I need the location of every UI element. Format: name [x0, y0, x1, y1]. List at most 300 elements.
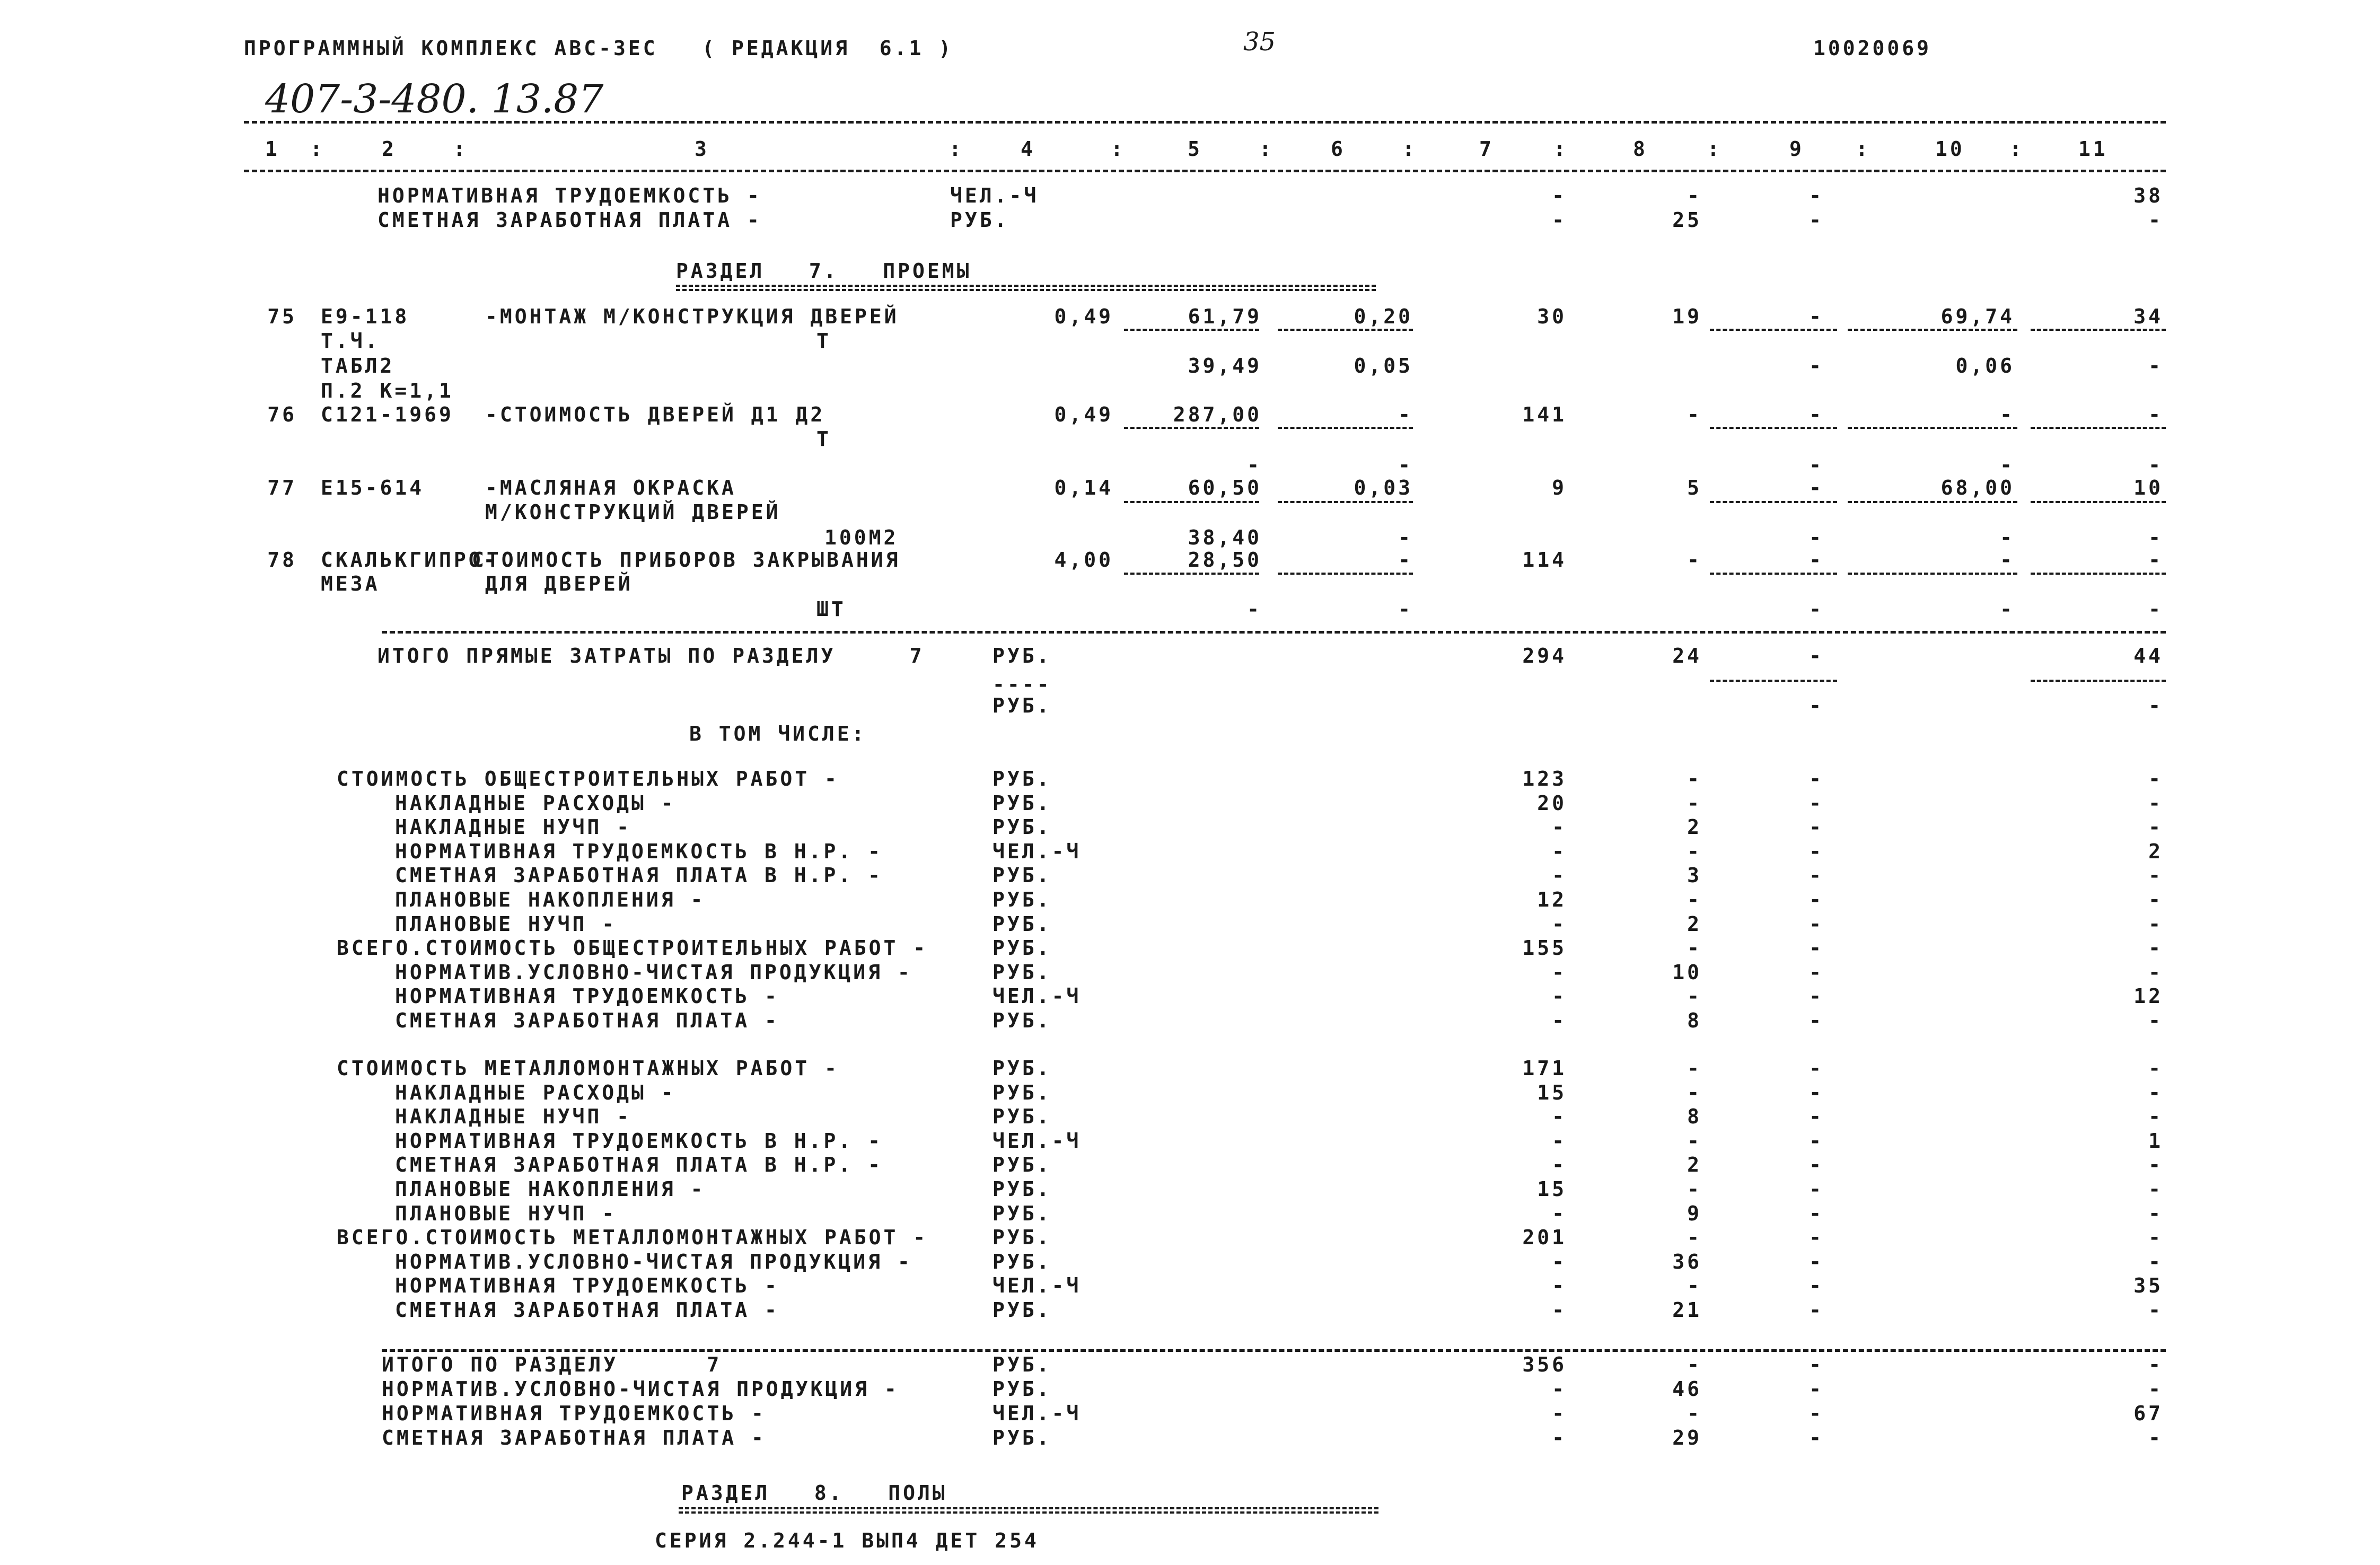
cell-subrule	[2031, 573, 2166, 575]
item-cell-c3: 100М2	[824, 526, 899, 549]
totals-c9: -	[1809, 694, 1824, 717]
metal-row-c8: 9	[1687, 1201, 1702, 1225]
total-row-unit: ЧЕЛ.-Ч	[993, 1402, 1082, 1425]
item-cell-c6: -	[1398, 453, 1413, 477]
item-cell-c5: 61,79	[1188, 305, 1262, 328]
cell-subrule	[1848, 573, 2017, 575]
general-row-c11: -	[2148, 936, 2163, 960]
item-cell-c6: -	[1398, 526, 1413, 549]
item-cell-c7: 141	[1522, 403, 1567, 426]
column-number: 3	[695, 137, 709, 161]
item-cell-c9: -	[1809, 526, 1824, 549]
item-cell-c4: 0,49	[1054, 305, 1113, 328]
item-cell-c3: ШТ	[816, 597, 846, 621]
general-row-c7: 155	[1522, 936, 1567, 960]
cell-subrule	[1710, 427, 1837, 429]
metal-row-label: НАКЛАДНЫЕ РАСХОДЫ -	[395, 1080, 676, 1104]
totals-c9: -	[1809, 644, 1824, 667]
item-cell-c11: 34	[2133, 305, 2163, 328]
column-number: :	[453, 137, 468, 161]
total-row-c8: -	[1687, 1402, 1702, 1425]
general-row-c7: -	[1552, 815, 1567, 839]
general-row-c8: -	[1687, 888, 1702, 911]
metal-row-unit: РУБ.	[993, 1105, 1052, 1129]
metal-row-c9: -	[1809, 1177, 1824, 1201]
item-cell-c1: 78	[267, 548, 297, 572]
cell-subrule	[2031, 329, 2166, 331]
metal-row-c9: -	[1809, 1201, 1824, 1225]
general-row-unit: РУБ.	[993, 912, 1052, 936]
item-cell-c5: -	[1247, 453, 1262, 477]
item-cell-c9: -	[1809, 305, 1824, 328]
item-cell-c10: -	[2000, 526, 2015, 549]
totals-dashes: ----	[993, 673, 1052, 696]
section-8-title: РАЗДЕЛ 8. ПОЛЫ	[681, 1481, 947, 1505]
item-cell-c6: 0,05	[1354, 354, 1413, 377]
totals-c8: 24	[1672, 644, 1702, 667]
cell-subrule	[1710, 680, 1837, 682]
item-cell-c3: Т	[816, 329, 831, 353]
total-row-c11: 67	[2133, 1402, 2163, 1425]
item-cell-c10: 68,00	[1940, 476, 2015, 499]
metal-row-label: СМЕТНАЯ ЗАРАБОТНАЯ ПЛАТА В Н.Р. -	[395, 1153, 883, 1177]
cell-subrule	[1710, 573, 1837, 575]
total-row-c8: 46	[1672, 1377, 1702, 1401]
column-number: 8	[1633, 137, 1648, 161]
metal-row-label: НОРМАТИВНАЯ ТРУДОЕМКОСТЬ -	[395, 1274, 779, 1298]
metal-row-unit: ЧЕЛ.-Ч	[993, 1129, 1082, 1153]
metal-row-c7: -	[1552, 1250, 1567, 1273]
item-cell-c9: -	[1809, 354, 1824, 377]
metal-row-unit: РУБ.	[993, 1080, 1052, 1104]
metal-row-c11: -	[2148, 1298, 2163, 1322]
cell-subrule	[1278, 573, 1413, 575]
metal-row-c9: -	[1809, 1298, 1824, 1322]
cell-subrule	[2031, 427, 2166, 429]
totals-unit: РУБ.	[993, 694, 1052, 717]
item-cell-c7: 9	[1552, 476, 1567, 499]
total-row-label: НОРМАТИВНАЯ ТРУДОЕМКОСТЬ -	[382, 1402, 766, 1425]
column-number: 11	[2078, 137, 2108, 161]
top-line-c8: -	[1687, 184, 1702, 207]
total-row-c8: 29	[1672, 1426, 1702, 1449]
total-row-label: ИТОГО ПО РАЗДЕЛУ 7	[382, 1353, 722, 1376]
metal-row-c9: -	[1809, 1129, 1824, 1153]
item-cell-c2: ТАБЛ2	[321, 354, 395, 377]
general-row-c9: -	[1809, 839, 1824, 863]
metal-row-label: СТОИМОСТЬ МЕТАЛЛОМОНТАЖНЫХ РАБОТ -	[337, 1057, 839, 1080]
general-row-unit: РУБ.	[993, 936, 1052, 960]
cell-subrule	[1848, 427, 2017, 429]
metal-row-c9: -	[1809, 1274, 1824, 1298]
metal-row-label: НАКЛАДНЫЕ НУЧП -	[395, 1105, 632, 1129]
item-cell-c3: -СТОИМОСТЬ ДВЕРЕЙ Д1 Д2	[485, 403, 825, 426]
item-cell-c10: -	[2000, 548, 2015, 572]
metal-row-c8: -	[1687, 1080, 1702, 1104]
metal-row-c9: -	[1809, 1250, 1824, 1273]
cell-subrule	[2031, 680, 2166, 682]
metal-row-label: ПЛАНОВЫЕ НАКОПЛЕНИЯ -	[395, 1177, 706, 1201]
general-row-c9: -	[1809, 791, 1824, 815]
total-row-c11: -	[2148, 1377, 2163, 1401]
item-cell-c1: 75	[267, 305, 297, 328]
total-row-c7: -	[1552, 1426, 1567, 1449]
metal-row-c7: 15	[1537, 1177, 1567, 1201]
metal-row-unit: РУБ.	[993, 1226, 1052, 1250]
item-cell-c11: -	[2148, 354, 2163, 377]
item-cell-c9: -	[1809, 403, 1824, 426]
item-cell-c5: 287,00	[1173, 403, 1262, 426]
metal-row-c8: 36	[1672, 1250, 1702, 1273]
item-cell-c9: -	[1809, 476, 1824, 499]
general-row-label: НОРМАТИВНАЯ ТРУДОЕМКОСТЬ В Н.Р. -	[395, 839, 883, 863]
metal-row-c8: -	[1687, 1129, 1702, 1153]
general-row-unit: РУБ.	[993, 960, 1052, 984]
metal-row-c11: -	[2148, 1153, 2163, 1177]
item-cell-c11: -	[2148, 548, 2163, 572]
column-number: :	[310, 137, 325, 161]
general-row-c11: -	[2148, 864, 2163, 887]
metal-row-label: ПЛАНОВЫЕ НУЧП -	[395, 1201, 617, 1225]
top-line-c11: -	[2148, 208, 2163, 232]
page-number: 35	[1243, 27, 1276, 57]
metal-row-c7: -	[1552, 1298, 1567, 1322]
section-7-underline	[676, 285, 1376, 291]
metal-row-c7: -	[1552, 1153, 1567, 1177]
general-row-c7: -	[1552, 960, 1567, 984]
item-cell-c11: -	[2148, 526, 2163, 549]
cell-subrule	[1124, 501, 1259, 503]
total-row-c9: -	[1809, 1353, 1824, 1376]
item-cell-c5: -	[1247, 597, 1262, 621]
top-line-unit: ЧЕЛ.-Ч	[950, 184, 1039, 207]
general-row-label: ПЛАНОВЫЕ НАКОПЛЕНИЯ -	[395, 888, 706, 911]
totals-unit: РУБ.	[993, 644, 1052, 667]
general-row-unit: ЧЕЛ.-Ч	[993, 839, 1082, 863]
column-number: 6	[1331, 137, 1346, 161]
general-row-label: СМЕТНАЯ ЗАРАБОТНАЯ ПЛАТА В Н.Р. -	[395, 864, 883, 887]
general-row-c8: 2	[1687, 815, 1702, 839]
metal-row-c8: -	[1687, 1177, 1702, 1201]
total-row-c7: -	[1552, 1377, 1567, 1401]
item-cell-c2: П.2 К=1,1	[321, 379, 454, 402]
metal-row-c7: -	[1552, 1201, 1567, 1225]
items-end-rule	[382, 631, 2166, 634]
including-label: В ТОМ ЧИСЛЕ:	[689, 722, 867, 745]
metal-row-unit: РУБ.	[993, 1250, 1052, 1273]
cell-subrule	[1124, 573, 1259, 575]
general-row-c7: 12	[1537, 888, 1567, 911]
metal-row-c9: -	[1809, 1226, 1824, 1250]
metal-row-unit: ЧЕЛ.-Ч	[993, 1274, 1082, 1298]
metal-row-c11: 35	[2133, 1274, 2163, 1298]
general-row-c9: -	[1809, 888, 1824, 911]
metal-row-unit: РУБ.	[993, 1177, 1052, 1201]
general-row-c8: -	[1687, 767, 1702, 790]
item-cell-c2: СКАЛЬКГИПРО-	[321, 548, 498, 572]
item-cell-c2: С121-1969	[321, 403, 454, 426]
total-row-c9: -	[1809, 1402, 1824, 1425]
general-row-c9: -	[1809, 912, 1824, 936]
section-7-title: РАЗДЕЛ 7. ПРОЕМЫ	[676, 259, 972, 283]
total-row-unit: РУБ.	[993, 1377, 1052, 1401]
metal-row-c8: -	[1687, 1226, 1702, 1250]
metal-row-c7: -	[1552, 1105, 1567, 1129]
general-row-label: НОРМАТИВНАЯ ТРУДОЕМКОСТЬ -	[395, 984, 779, 1008]
item-cell-c1: 76	[267, 403, 297, 426]
general-row-unit: ЧЕЛ.-Ч	[993, 984, 1082, 1008]
cell-subrule	[1848, 501, 2017, 503]
general-row-label: НАКЛАДНЫЕ РАСХОДЫ -	[395, 791, 676, 815]
column-number: 9	[1789, 137, 1804, 161]
item-cell-c5: 39,49	[1188, 354, 1262, 377]
total-row-c11: -	[2148, 1426, 2163, 1449]
column-number: 1	[265, 137, 280, 161]
metal-row-c9: -	[1809, 1080, 1824, 1104]
item-cell-c9: -	[1809, 548, 1824, 572]
general-row-c7: -	[1552, 839, 1567, 863]
general-row-c7: -	[1552, 984, 1567, 1008]
metal-row-c11: -	[2148, 1226, 2163, 1250]
metal-row-c11: -	[2148, 1201, 2163, 1225]
series-reference: СЕРИЯ 2.244-1 ВЫП4 ДЕТ 254	[655, 1529, 1039, 1552]
general-row-c8: 10	[1672, 960, 1702, 984]
total-row-c11: -	[2148, 1353, 2163, 1376]
totals-c7: 294	[1522, 644, 1567, 667]
general-row-c11: -	[2148, 767, 2163, 790]
item-cell-c3: СТОИМОСТЬ ПРИБОРОВ ЗАКРЫВАНИЯ	[472, 548, 901, 572]
metal-row-c7: -	[1552, 1129, 1567, 1153]
item-cell-c4: 0,14	[1054, 476, 1113, 499]
item-cell-c11: -	[2148, 453, 2163, 477]
document-code: 10020069	[1813, 37, 1932, 60]
general-row-unit: РУБ.	[993, 791, 1052, 815]
general-row-c9: -	[1809, 984, 1824, 1008]
item-cell-c8: 5	[1687, 476, 1702, 499]
item-cell-c6: 0,03	[1354, 476, 1413, 499]
metal-row-c7: -	[1552, 1274, 1567, 1298]
item-cell-c8: 19	[1672, 305, 1702, 328]
total-row-c9: -	[1809, 1377, 1824, 1401]
metal-row-c9: -	[1809, 1057, 1824, 1080]
item-cell-c1: 77	[267, 476, 297, 499]
total-row-label: НОРМАТИВ.УСЛОВНО-ЧИСТАЯ ПРОДУКЦИЯ -	[382, 1377, 899, 1401]
item-cell-c6: 0,20	[1354, 305, 1413, 328]
general-row-c8: 8	[1687, 1009, 1702, 1032]
general-row-c9: -	[1809, 960, 1824, 984]
header-top-rule	[244, 121, 2166, 124]
totals-label: ИТОГО ПРЯМЫЕ ЗАТРАТЫ ПО РАЗДЕЛУ 7	[377, 644, 925, 667]
total-row-unit: РУБ.	[993, 1353, 1052, 1376]
item-cell-c2: Е15-614	[321, 476, 425, 499]
general-row-c8: -	[1687, 936, 1702, 960]
item-cell-c4: 4,00	[1054, 548, 1113, 572]
general-row-label: СМЕТНАЯ ЗАРАБОТНАЯ ПЛАТА -	[395, 1009, 779, 1032]
item-cell-c5: 60,50	[1188, 476, 1262, 499]
cell-subrule	[1710, 329, 1837, 331]
metal-row-c11: -	[2148, 1105, 2163, 1129]
item-cell-c5: 38,40	[1188, 526, 1262, 549]
general-row-c9: -	[1809, 815, 1824, 839]
metal-row-c11: 1	[2148, 1129, 2163, 1153]
general-row-unit: РУБ.	[993, 767, 1052, 790]
column-number: :	[1259, 137, 1274, 161]
metal-row-unit: РУБ.	[993, 1298, 1052, 1322]
item-cell-c10: 0,06	[1955, 354, 2015, 377]
metal-row-label: ВСЕГО.СТОИМОСТЬ МЕТАЛЛОМОНТАЖНЫХ РАБОТ -	[337, 1226, 928, 1250]
general-row-c8: 2	[1687, 912, 1702, 936]
item-cell-c6: -	[1398, 597, 1413, 621]
column-number: :	[1402, 137, 1417, 161]
general-row-unit: РУБ.	[993, 864, 1052, 887]
metal-row-unit: РУБ.	[993, 1153, 1052, 1177]
general-row-c9: -	[1809, 767, 1824, 790]
metal-row-c11: -	[2148, 1057, 2163, 1080]
general-row-label: СТОИМОСТЬ ОБЩЕСТРОИТЕЛЬНЫХ РАБОТ -	[337, 767, 839, 790]
column-number: :	[1856, 137, 1870, 161]
general-row-c7: 20	[1537, 791, 1567, 815]
item-cell-c7: 114	[1522, 548, 1567, 572]
general-row-c8: 3	[1687, 864, 1702, 887]
metal-row-c9: -	[1809, 1105, 1824, 1129]
item-cell-c5: 28,50	[1188, 548, 1262, 572]
metal-row-unit: РУБ.	[993, 1057, 1052, 1080]
item-cell-c3: М/КОНСТРУКЦИЙ ДВЕРЕЙ	[485, 500, 781, 524]
item-cell-c8: -	[1687, 548, 1702, 572]
total-row-label: СМЕТНАЯ ЗАРАБОТНАЯ ПЛАТА -	[382, 1426, 766, 1449]
item-cell-c9: -	[1809, 597, 1824, 621]
general-row-label: НАКЛАДНЫЕ НУЧП -	[395, 815, 632, 839]
general-row-c9: -	[1809, 864, 1824, 887]
total-row-c7: 356	[1522, 1353, 1567, 1376]
top-line-c9: -	[1809, 208, 1824, 232]
metal-row-c11: -	[2148, 1250, 2163, 1273]
cell-subrule	[1124, 329, 1259, 331]
general-row-c8: -	[1687, 791, 1702, 815]
general-row-c11: -	[2148, 912, 2163, 936]
general-row-c11: -	[2148, 960, 2163, 984]
item-cell-c11: -	[2148, 403, 2163, 426]
top-line-c7: -	[1552, 208, 1567, 232]
section-8-underline	[679, 1507, 1378, 1514]
column-number: :	[1111, 137, 1126, 161]
cell-subrule	[1278, 329, 1413, 331]
column-number: :	[1707, 137, 1722, 161]
general-row-label: ПЛАНОВЫЕ НУЧП -	[395, 912, 617, 936]
metal-row-c8: 8	[1687, 1105, 1702, 1129]
metal-row-c7: 15	[1537, 1080, 1567, 1104]
metal-row-c7: 171	[1522, 1057, 1567, 1080]
item-cell-c2: МЕЗА	[321, 572, 380, 595]
cell-subrule	[1278, 501, 1413, 503]
metal-row-c9: -	[1809, 1153, 1824, 1177]
total-row-c9: -	[1809, 1426, 1824, 1449]
item-cell-c11: 10	[2133, 476, 2163, 499]
cell-subrule	[1124, 427, 1259, 429]
metal-end-rule	[382, 1349, 2166, 1352]
item-cell-c8: -	[1687, 403, 1702, 426]
general-row-c7: -	[1552, 1009, 1567, 1032]
handwritten-code: 407-3-480. 13.87	[265, 76, 604, 122]
metal-row-c8: 21	[1672, 1298, 1702, 1322]
item-cell-c2: Е9-118	[321, 305, 410, 328]
metal-row-c8: 2	[1687, 1153, 1702, 1177]
metal-row-label: СМЕТНАЯ ЗАРАБОТНАЯ ПЛАТА -	[395, 1298, 779, 1322]
program-title: ПРОГРАММНЫЙ КОМПЛЕКС АВС-3ЕС ( РЕДАКЦИЯ 6.1 )	[244, 37, 954, 60]
metal-row-c7: 201	[1522, 1226, 1567, 1250]
general-row-label: НОРМАТИВ.УСЛОВНО-ЧИСТАЯ ПРОДУКЦИЯ -	[395, 960, 912, 984]
column-number: :	[949, 137, 964, 161]
metal-row-c11: -	[2148, 1177, 2163, 1201]
top-line-c11: 38	[2133, 184, 2163, 207]
item-cell-c10: 69,74	[1940, 305, 2015, 328]
totals-c11: 44	[2133, 644, 2163, 667]
general-row-c11: -	[2148, 1009, 2163, 1032]
totals-c11: -	[2148, 694, 2163, 717]
general-row-c8: -	[1687, 984, 1702, 1008]
item-cell-c7: 30	[1537, 305, 1567, 328]
general-row-c8: -	[1687, 839, 1702, 863]
column-number: 7	[1479, 137, 1494, 161]
column-number: 2	[382, 137, 397, 161]
item-cell-c3: -МОНТАЖ М/КОНСТРУКЦИЯ ДВЕРЕЙ	[485, 305, 899, 328]
general-row-c11: -	[2148, 888, 2163, 911]
top-line-c8: 25	[1672, 208, 1702, 232]
top-line-c9: -	[1809, 184, 1824, 207]
general-row-unit: РУБ.	[993, 815, 1052, 839]
item-cell-c3: -МАСЛЯНАЯ ОКРАСКА	[485, 476, 736, 499]
top-line-label: СМЕТНАЯ ЗАРАБОТНАЯ ПЛАТА -	[377, 208, 762, 232]
general-row-c9: -	[1809, 936, 1824, 960]
total-row-c8: -	[1687, 1353, 1702, 1376]
column-number: 5	[1188, 137, 1202, 161]
metal-row-c11: -	[2148, 1080, 2163, 1104]
general-row-c11: 12	[2133, 984, 2163, 1008]
item-cell-c4: 0,49	[1054, 403, 1113, 426]
item-cell-c11: -	[2148, 597, 2163, 621]
general-row-c11: -	[2148, 815, 2163, 839]
column-number: 10	[1935, 137, 1965, 161]
item-cell-c6: -	[1398, 403, 1413, 426]
metal-row-label: НОРМАТИВ.УСЛОВНО-ЧИСТАЯ ПРОДУКЦИЯ -	[395, 1250, 912, 1273]
general-row-c7: -	[1552, 912, 1567, 936]
item-cell-c3: ДЛЯ ДВЕРЕЙ	[485, 572, 633, 595]
top-line-unit: РУБ.	[950, 208, 1009, 232]
column-number: 4	[1021, 137, 1035, 161]
metal-row-unit: РУБ.	[993, 1201, 1052, 1225]
general-row-c7: 123	[1522, 767, 1567, 790]
top-line-c7: -	[1552, 184, 1567, 207]
cell-subrule	[2031, 501, 2166, 503]
metal-row-label: НОРМАТИВНАЯ ТРУДОЕМКОСТЬ В Н.Р. -	[395, 1129, 883, 1153]
cell-subrule	[1278, 427, 1413, 429]
item-cell-c10: -	[2000, 453, 2015, 477]
general-row-c7: -	[1552, 864, 1567, 887]
general-row-unit: РУБ.	[993, 888, 1052, 911]
item-cell-c6: -	[1398, 548, 1413, 572]
general-row-unit: РУБ.	[993, 1009, 1052, 1032]
total-row-c7: -	[1552, 1402, 1567, 1425]
column-number: :	[1553, 137, 1568, 161]
item-cell-c10: -	[2000, 597, 2015, 621]
header-bottom-rule	[244, 170, 2166, 172]
item-cell-c9: -	[1809, 453, 1824, 477]
top-line-label: НОРМАТИВНАЯ ТРУДОЕМКОСТЬ -	[377, 184, 762, 207]
general-row-c11: -	[2148, 791, 2163, 815]
general-row-c9: -	[1809, 1009, 1824, 1032]
item-cell-c2: Т.Ч.	[321, 329, 380, 353]
cell-subrule	[1710, 501, 1837, 503]
